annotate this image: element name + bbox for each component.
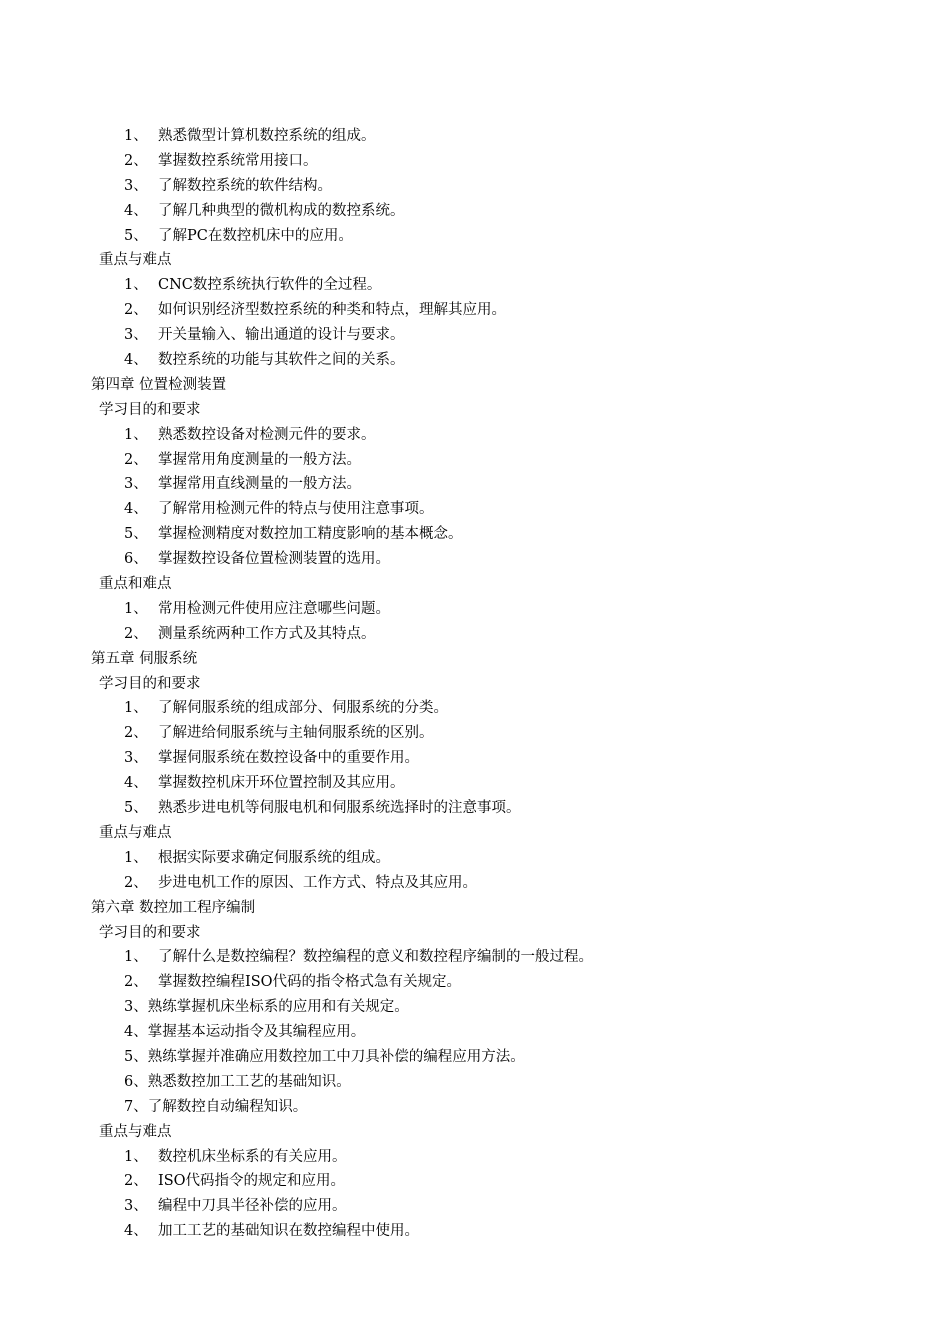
section-heading (0, 1120, 950, 1145)
list-item (0, 323, 950, 348)
list-item (0, 995, 950, 1020)
list-item (0, 771, 950, 796)
item-text: 掌握常用直线测量的一般方法。 (158, 476, 361, 493)
item-number: 2、 (124, 725, 148, 742)
item-text: 了解伺服系统的组成部分、伺服系统的分类。 (158, 700, 448, 717)
item-text: 熟悉数控加工工艺的基础知识。 (147, 1073, 351, 1090)
item-text: 了解PC在数控机床中的应用。 (158, 227, 353, 244)
item-number: 2、 (124, 451, 148, 468)
item-number: 3、 (124, 999, 148, 1016)
item-text: 熟练掌握机床坐标系的应用和有关规定。 (147, 999, 409, 1016)
item-number: 1、 (124, 1148, 148, 1165)
list-item (0, 1095, 950, 1120)
list-item (0, 1194, 950, 1219)
item-text: CNC数控系统执行软件的全过程。 (158, 277, 382, 294)
item-text: 编程中刀具半径补偿的应用。 (158, 1198, 347, 1215)
item-number: 1、 (124, 700, 148, 717)
section-title: 重点与难点 (99, 1123, 172, 1140)
item-number: 6、 (124, 1073, 148, 1090)
item-number: 2、 (124, 1173, 148, 1190)
item-number: 3、 (124, 1198, 148, 1215)
section-heading (0, 248, 950, 273)
list-item (0, 448, 950, 473)
list-item (0, 746, 950, 771)
list-item (0, 871, 950, 896)
section-heading (0, 921, 950, 946)
item-text: 测量系统两种工作方式及其特点。 (158, 625, 376, 642)
chapter-title: 第五章 伺服系统 (91, 650, 198, 667)
item-number: 1、 (124, 277, 148, 294)
item-number: 4、 (124, 775, 148, 792)
list-item (0, 174, 950, 199)
item-number: 3、 (124, 327, 148, 344)
list-item (0, 547, 950, 572)
list-item (0, 796, 950, 821)
chapter-title: 第六章 数控加工程序编制 (91, 899, 256, 916)
chapter-heading (0, 896, 950, 921)
list-item (0, 298, 950, 323)
list-item (0, 1145, 950, 1170)
item-number: 4、 (124, 202, 148, 219)
item-text: 开关量输入、输出通道的设计与要求。 (158, 327, 405, 344)
item-number: 5、 (124, 227, 148, 244)
item-text: 掌握基本运动指令及其编程应用。 (147, 1024, 366, 1041)
item-text: 了解数控系统的软件结构。 (158, 177, 332, 194)
item-text: 掌握数控系统常用接口。 (158, 152, 318, 169)
list-item (0, 696, 950, 721)
item-number: 3、 (124, 177, 148, 194)
section-title: 学习目的和要求 (99, 675, 201, 692)
list-item (0, 497, 950, 522)
list-item (0, 124, 950, 149)
section-heading (0, 398, 950, 423)
item-text: 掌握数控机床开环位置控制及其应用。 (158, 775, 405, 792)
item-text: 了解数控自动编程知识。 (147, 1098, 308, 1115)
item-text: ISO代码指令的规定和应用。 (158, 1173, 346, 1190)
item-number: 3、 (124, 750, 148, 767)
list-item (0, 622, 950, 647)
chapter-title: 第四章 位置检测装置 (91, 376, 227, 393)
list-item (0, 149, 950, 174)
item-number: 2、 (124, 874, 148, 891)
item-text: 常用检测元件使用应注意哪些问题。 (158, 600, 390, 617)
section-title: 重点和难点 (99, 576, 172, 593)
list-item (0, 199, 950, 224)
document-page (0, 124, 950, 1244)
item-text: 数控机床坐标系的有关应用。 (158, 1148, 347, 1165)
item-text: 了解几种典型的微机构成的数控系统。 (158, 202, 405, 219)
section-heading (0, 672, 950, 697)
item-text: 加工工艺的基础知识在数控编程中使用。 (158, 1223, 419, 1240)
list-item (0, 224, 950, 249)
list-item (0, 846, 950, 871)
item-text: 数控系统的功能与其软件之间的关系。 (158, 352, 405, 369)
list-item (0, 945, 950, 970)
section-title: 重点与难点 (99, 824, 172, 841)
list-item (0, 1045, 950, 1070)
item-number: 1、 (124, 426, 148, 443)
section-title: 学习目的和要求 (99, 924, 201, 941)
list-item (0, 970, 950, 995)
item-number: 5、 (124, 526, 148, 543)
item-text: 掌握检测精度对数控加工精度影响的基本概念。 (158, 526, 463, 543)
list-item (0, 472, 950, 497)
item-number: 5、 (124, 1048, 148, 1065)
chapter-heading (0, 647, 950, 672)
list-item (0, 522, 950, 547)
item-number: 4、 (124, 1223, 148, 1240)
item-text: 掌握伺服系统在数控设备中的重要作用。 (158, 750, 419, 767)
list-item (0, 1020, 950, 1045)
item-number: 1、 (124, 849, 148, 866)
item-number: 3、 (124, 476, 148, 493)
item-number: 5、 (124, 800, 148, 817)
item-text: 如何识别经济型数控系统的种类和特点，理解其应用。 (158, 302, 506, 319)
item-number: 6、 (124, 551, 148, 568)
item-text: 根据实际要求确定伺服系统的组成。 (158, 849, 390, 866)
item-text: 掌握数控设备位置检测装置的选用。 (158, 551, 390, 568)
section-title: 重点与难点 (99, 252, 172, 269)
item-text: 熟悉数控设备对检测元件的要求。 (158, 426, 376, 443)
item-text: 了解常用检测元件的特点与使用注意事项。 (158, 501, 434, 518)
item-number: 2、 (124, 974, 148, 991)
list-item (0, 597, 950, 622)
list-item (0, 1169, 950, 1194)
item-text: 熟练掌握并准确应用数控加工中刀具补偿的编程应用方法。 (147, 1048, 525, 1065)
item-text: 了解进给伺服系统与主轴伺服系统的区别。 (158, 725, 434, 742)
list-item (0, 348, 950, 373)
item-number: 1、 (124, 949, 148, 966)
list-item (0, 1070, 950, 1095)
item-number: 4、 (124, 352, 148, 369)
item-number: 2、 (124, 152, 148, 169)
list-item (0, 1219, 950, 1244)
section-heading (0, 572, 950, 597)
item-number: 1、 (124, 128, 148, 144)
item-text: 步进电机工作的原因、工作方式、特点及其应用。 (158, 874, 477, 891)
item-number: 4、 (124, 1024, 148, 1041)
section-heading (0, 821, 950, 846)
item-text: 掌握常用角度测量的一般方法。 (158, 451, 361, 468)
list-item (0, 423, 950, 448)
item-text: 熟悉步进电机等伺服电机和伺服系统选择时的注意事项。 (158, 800, 521, 817)
item-number: 2、 (124, 302, 148, 319)
item-number: 2、 (124, 625, 148, 642)
list-item (0, 721, 950, 746)
item-number: 4、 (124, 501, 148, 518)
item-text: 了解什么是数控编程？数控编程的意义和数控程序编制的一般过程。 (158, 949, 593, 966)
item-text: 掌握数控编程ISO代码的指令格式急有关规定。 (158, 974, 462, 991)
list-item (0, 273, 950, 298)
item-number: 1、 (124, 600, 148, 617)
section-title: 学习目的和要求 (99, 401, 201, 418)
chapter-heading (0, 373, 950, 398)
item-text: 熟悉微型计算机数控系统的组成。 (158, 128, 376, 144)
item-number: 7、 (124, 1098, 148, 1115)
